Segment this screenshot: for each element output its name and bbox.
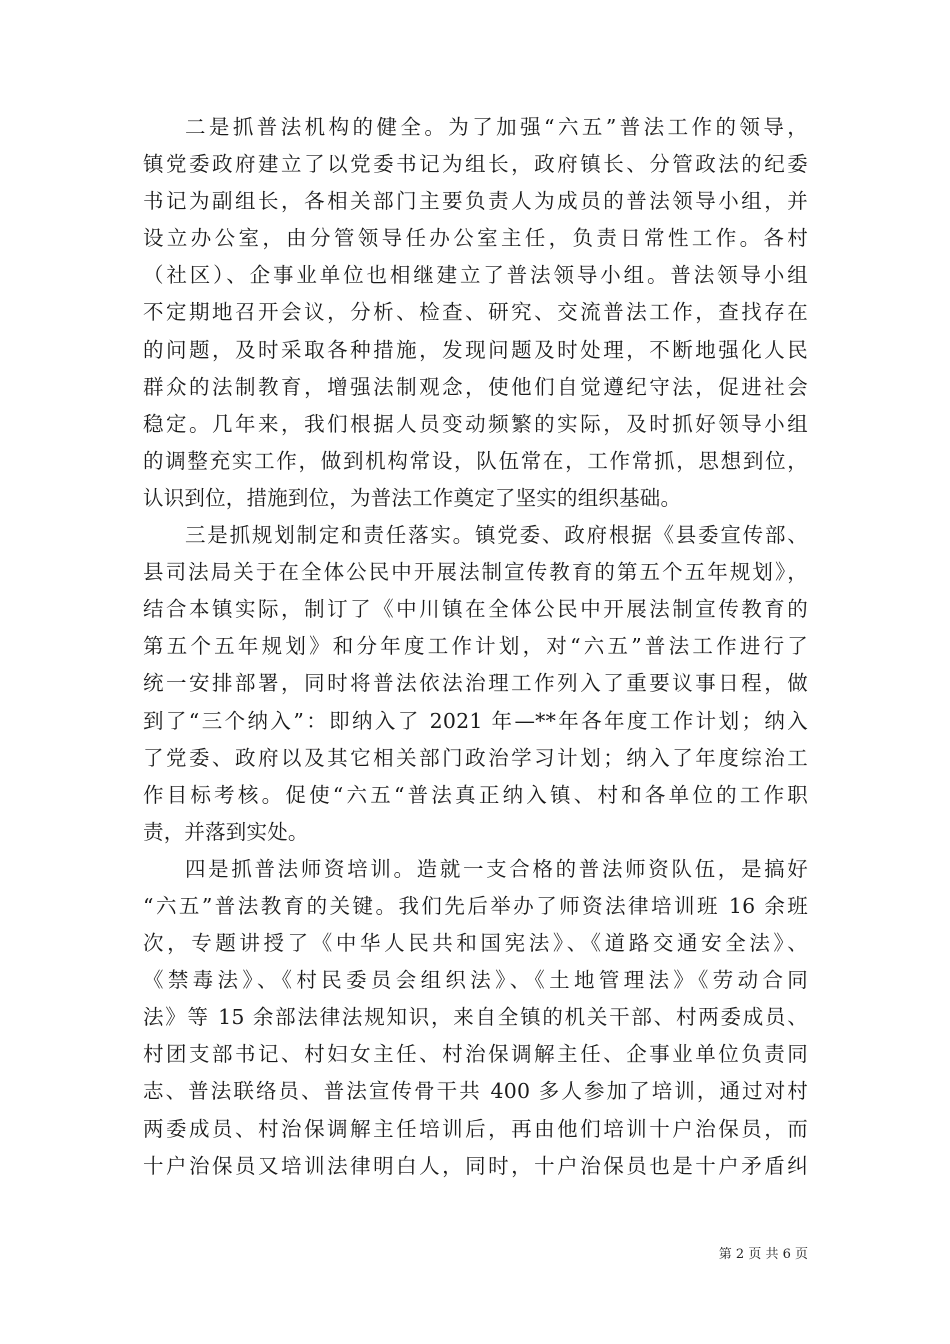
- text-line: 稳定。几年来，我们根据人员变动频繁的实际，及时抓好领导小组: [143, 411, 808, 436]
- text-line: 统一安排部署，同时将普法依法治理工作列入了重要议事日程，做: [143, 671, 808, 696]
- document-body: [143, 109, 808, 1185]
- text-line: 第五个五年规划》和分年度工作计划，对“六五”普法工作进行了: [143, 634, 808, 659]
- paragraph-training: [143, 851, 808, 1185]
- text-line: 作目标考核。促使“六五“普法真正纳入镇、村和各单位的工作职: [143, 782, 808, 807]
- text-line: 志、普法联络员、普法宣传骨干共 400 多人参加了培训，通过对村: [143, 1079, 808, 1104]
- text-line: 四是抓普法师资培训。造就一支合格的普法师资队伍，是搞好: [185, 856, 808, 881]
- text-line: 两委成员、村治保调解主任培训后，再由他们培训十户治保员，而: [143, 1116, 808, 1141]
- text-line: （社区）、企事业单位也相继建立了普法领导小组。普法领导小组: [143, 263, 808, 288]
- text-line: 的问题，及时采取各种措施，发现问题及时处理，不断地强化人民: [143, 337, 808, 362]
- text-line: 书记为副组长，各相关部门主要负责人为成员的普法领导小组，并: [143, 189, 808, 214]
- text-line: 村团支部书记、村妇女主任、村治保调解主任、企事业单位负责同: [143, 1042, 808, 1067]
- text-line: 十户治保员又培训法律明白人，同时，十户治保员也是十户矛盾纠: [143, 1153, 808, 1178]
- text-line: 群众的法制教育，增强法制观念，使他们自觉遵纪守法，促进社会: [143, 374, 808, 399]
- text-line: “六五”普法教育的关键。我们先后举办了师资法律培训班 16 余班: [143, 893, 808, 918]
- text-line: 三是抓规划制定和责任落实。镇党委、政府根据《县委宣传部、: [185, 523, 808, 548]
- paragraph-planning: [143, 517, 808, 851]
- text-line: 《禁毒法》、《村民委员会组织法》、《土地管理法》《劳动合同: [143, 968, 808, 993]
- text-line: 次，专题讲授了《中华人民共和国宪法》、《道路交通安全法》、: [143, 931, 808, 956]
- text-line: 设立办公室，由分管领导任办公室主任，负责日常性工作。各村: [143, 226, 808, 251]
- text-line: 责，并落到实处。: [143, 819, 309, 844]
- text-line: 县司法局关于在全体公民中开展法制宣传教育的第五个五年规划》，: [143, 560, 808, 585]
- paragraph-institutions: [143, 109, 808, 517]
- text-line: 镇党委政府建立了以党委书记为组长，政府镇长、分管政法的纪委: [143, 152, 808, 177]
- page-number-footer: 第 2 页 共 6 页: [718, 1247, 808, 1262]
- text-line: 到了“三个纳入”：即纳入了 2021 年—**年各年度工作计划；纳入: [143, 708, 808, 733]
- text-line: 认识到位，措施到位，为普法工作奠定了坚实的组织基础。: [143, 485, 682, 510]
- text-line: 了党委、政府以及其它相关部门政治学习计划；纳入了年度综治工: [143, 745, 808, 770]
- text-line: 的调整充实工作，做到机构常设，队伍常在，工作常抓，思想到位，: [143, 448, 808, 473]
- text-line: 不定期地召开会议，分析、检查、研究、交流普法工作，查找存在: [143, 300, 808, 325]
- text-line: 法》等 15 余部法律法规知识，来自全镇的机关干部、村两委成员、: [143, 1005, 808, 1030]
- text-line: 二是抓普法机构的健全。为了加强“六五”普法工作的领导，: [185, 115, 808, 139]
- text-line: 结合本镇实际，制订了《中川镇在全体公民中开展法制宣传教育的: [143, 597, 808, 622]
